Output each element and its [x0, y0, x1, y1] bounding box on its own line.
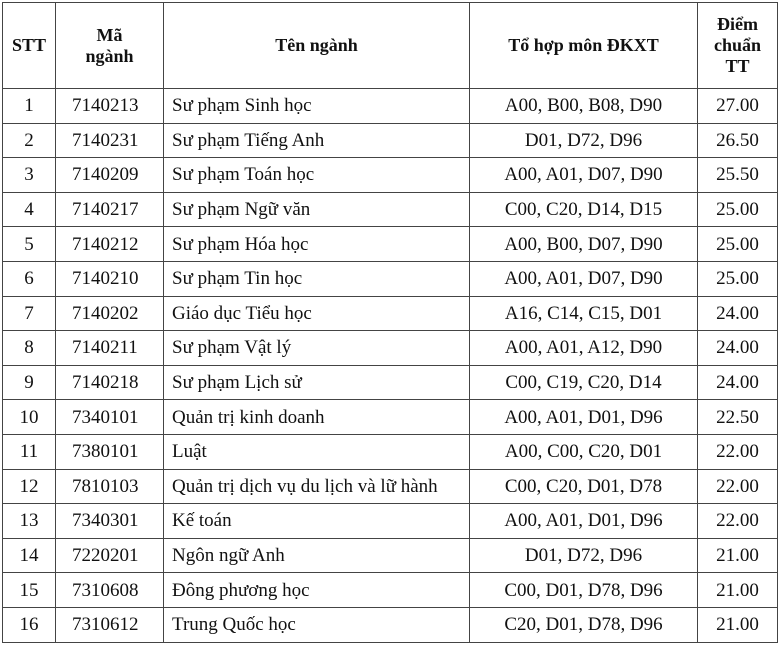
header-row [3, 3, 778, 89]
cell-name: Kế toán [164, 504, 470, 539]
cell-score: 22.00 [698, 434, 778, 469]
cell-combo: A00, A01, D01, D96 [470, 400, 698, 435]
table-row [3, 192, 778, 227]
cell-combo: A00, A01, A12, D90 [470, 331, 698, 366]
cell-stt: 11 [3, 434, 56, 469]
cell-score: 21.00 [698, 538, 778, 573]
table-row [3, 227, 778, 262]
table-row [3, 331, 778, 366]
cell-code: 7140211 [56, 331, 164, 366]
cell-score: 27.00 [698, 89, 778, 124]
header-name-label: Tên ngành [275, 35, 358, 56]
header-score-line2: chuẩn [713, 35, 762, 56]
admission-scores-table [2, 2, 778, 643]
header-score-line1: Điểm [717, 14, 758, 35]
cell-score: 22.50 [698, 400, 778, 435]
header-code-line1: Mã [96, 24, 123, 45]
cell-score: 25.00 [698, 261, 778, 296]
cell-combo: C00, C20, D01, D78 [470, 469, 698, 504]
cell-code: 7140217 [56, 192, 164, 227]
cell-score: 25.00 [698, 227, 778, 262]
cell-code: 7140209 [56, 158, 164, 193]
cell-stt: 16 [3, 607, 56, 642]
cell-code: 7380101 [56, 434, 164, 469]
table-row [3, 573, 778, 608]
cell-name: Sư phạm Ngữ văn [164, 192, 470, 227]
cell-score: 21.00 [698, 607, 778, 642]
table-row [3, 607, 778, 642]
cell-code: 7140212 [56, 227, 164, 262]
cell-name: Sư phạm Tiếng Anh [164, 123, 470, 158]
header-combo-label: Tổ hợp môn ĐKXT [508, 35, 659, 56]
table-row [3, 123, 778, 158]
table-row [3, 158, 778, 193]
cell-combo: A00, C00, C20, D01 [470, 434, 698, 469]
cell-code: 7140218 [56, 365, 164, 400]
cell-name: Sư phạm Tin học [164, 261, 470, 296]
table-row [3, 296, 778, 331]
cell-name: Luật [164, 434, 470, 469]
cell-stt: 12 [3, 469, 56, 504]
cell-stt: 7 [3, 296, 56, 331]
header-score [698, 3, 778, 89]
cell-combo: C00, C20, D14, D15 [470, 192, 698, 227]
cell-name: Sư phạm Lịch sử [164, 365, 470, 400]
cell-code: 7140213 [56, 89, 164, 124]
header-code-line2: ngành [85, 45, 134, 66]
header-score-line3: TT [725, 55, 750, 76]
header-name [164, 3, 470, 89]
cell-code: 7340301 [56, 504, 164, 539]
cell-score: 25.50 [698, 158, 778, 193]
cell-name: Sư phạm Sinh học [164, 89, 470, 124]
cell-combo: A00, B00, D07, D90 [470, 227, 698, 262]
cell-combo: C00, D01, D78, D96 [470, 573, 698, 608]
table-row [3, 89, 778, 124]
header-stt-label: STT [11, 35, 47, 56]
cell-score: 22.00 [698, 504, 778, 539]
table-row [3, 538, 778, 573]
cell-combo: C20, D01, D78, D96 [470, 607, 698, 642]
cell-stt: 5 [3, 227, 56, 262]
cell-score: 21.00 [698, 573, 778, 608]
cell-name: Giáo dục Tiểu học [164, 296, 470, 331]
cell-name: Sư phạm Hóa học [164, 227, 470, 262]
cell-score: 24.00 [698, 331, 778, 366]
table-row [3, 504, 778, 539]
cell-stt: 2 [3, 123, 56, 158]
table-header [3, 3, 778, 89]
cell-combo: D01, D72, D96 [470, 123, 698, 158]
table-row [3, 261, 778, 296]
cell-name: Quản trị dịch vụ du lịch và lữ hành [164, 469, 470, 504]
cell-stt: 3 [3, 158, 56, 193]
table-row [3, 469, 778, 504]
header-combo [470, 3, 698, 89]
cell-name: Đông phương học [164, 573, 470, 608]
cell-code: 7310612 [56, 607, 164, 642]
header-code [56, 3, 164, 89]
cell-combo: A00, A01, D01, D96 [470, 504, 698, 539]
cell-name: Trung Quốc học [164, 607, 470, 642]
cell-name: Sư phạm Vật lý [164, 331, 470, 366]
cell-stt: 15 [3, 573, 56, 608]
cell-stt: 6 [3, 261, 56, 296]
table-row [3, 400, 778, 435]
cell-stt: 8 [3, 331, 56, 366]
table-body [3, 89, 778, 643]
header-stt [3, 3, 56, 89]
cell-stt: 9 [3, 365, 56, 400]
cell-score: 24.00 [698, 296, 778, 331]
cell-score: 24.00 [698, 365, 778, 400]
cell-stt: 1 [3, 89, 56, 124]
cell-stt: 4 [3, 192, 56, 227]
cell-code: 7140210 [56, 261, 164, 296]
cell-combo: A00, B00, B08, D90 [470, 89, 698, 124]
cell-code: 7310608 [56, 573, 164, 608]
cell-name: Sư phạm Toán học [164, 158, 470, 193]
cell-combo: C00, C19, C20, D14 [470, 365, 698, 400]
cell-combo: A16, C14, C15, D01 [470, 296, 698, 331]
cell-combo: A00, A01, D07, D90 [470, 158, 698, 193]
table-row [3, 365, 778, 400]
cell-stt: 14 [3, 538, 56, 573]
cell-score: 22.00 [698, 469, 778, 504]
cell-score: 25.00 [698, 192, 778, 227]
cell-code: 7340101 [56, 400, 164, 435]
table-row [3, 434, 778, 469]
cell-combo: A00, A01, D07, D90 [470, 261, 698, 296]
cell-combo: D01, D72, D96 [470, 538, 698, 573]
cell-score: 26.50 [698, 123, 778, 158]
cell-name: Ngôn ngữ Anh [164, 538, 470, 573]
cell-stt: 10 [3, 400, 56, 435]
cell-stt: 13 [3, 504, 56, 539]
cell-name: Quản trị kinh doanh [164, 400, 470, 435]
cell-code: 7140202 [56, 296, 164, 331]
cell-code: 7140231 [56, 123, 164, 158]
cell-code: 7220201 [56, 538, 164, 573]
cell-code: 7810103 [56, 469, 164, 504]
